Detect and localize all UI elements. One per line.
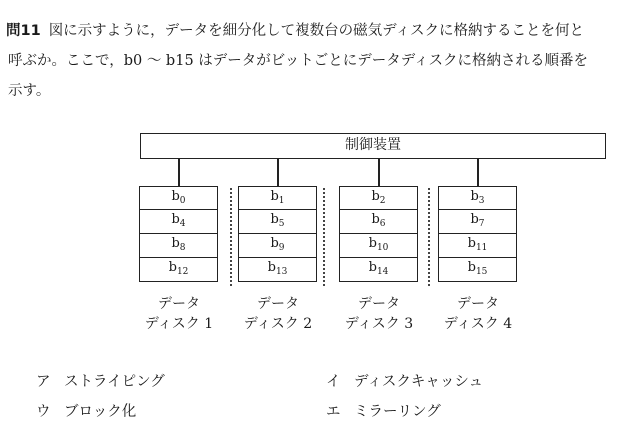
bus-line-2 <box>277 158 279 186</box>
controller-box: 制御装置 <box>140 133 606 159</box>
disk-label-4: データ ディスク 4 <box>443 296 513 332</box>
bit-cell: $b_{14}$ <box>339 258 418 282</box>
disk-label-2: データ ディスク 2 <box>243 296 313 332</box>
bit-cell: $b_0$ <box>139 186 218 210</box>
question-text <box>6 16 638 106</box>
ellipsis-divider <box>323 188 325 286</box>
question-number: 問11 <box>6 23 41 39</box>
disk-label-1: データ ディスク 1 <box>144 296 214 332</box>
bus-line-3 <box>378 158 380 186</box>
bit-cell: $b_8$ <box>139 234 218 258</box>
data-disk-4 <box>438 186 517 282</box>
bit-cell: $b_{12}$ <box>139 258 218 282</box>
choice-i[interactable]: イ ディスクキャッシュ <box>326 374 484 390</box>
bit-cell: $b_1$ <box>238 186 317 210</box>
data-disk-3 <box>339 186 418 282</box>
bit-cell: $b_7$ <box>438 210 517 234</box>
bus-line-1 <box>178 158 180 186</box>
bit-cell: $b_4$ <box>139 210 218 234</box>
question-line-3: 示す。 <box>8 83 51 99</box>
bit-cell: $b_{15}$ <box>438 258 517 282</box>
bus-line-4 <box>477 158 479 186</box>
choice-e[interactable]: エ ミラーリング <box>326 404 441 420</box>
disk-label-3: データ ディスク 3 <box>344 296 414 332</box>
ellipsis-divider <box>230 188 232 286</box>
choice-u[interactable]: ウ ブロック化 <box>36 404 137 420</box>
data-disk-1 <box>139 186 218 282</box>
bit-cell: $b_{13}$ <box>238 258 317 282</box>
question-line-1: 問11 図に示すように，データを細分化して複数台の磁気ディスクに格納することを何と <box>6 23 585 39</box>
question-line-2: 呼ぶか。ここで，b0 ～ b15 はデータがビットごとにデータディスクに格納される順番を <box>8 53 589 69</box>
bit-cell: $b_9$ <box>238 234 317 258</box>
bit-cell: $b_3$ <box>438 186 517 210</box>
bit-cell: $b_2$ <box>339 186 418 210</box>
data-disk-2 <box>238 186 317 282</box>
bit-cell: $b_5$ <box>238 210 317 234</box>
choice-a[interactable]: ア ストライピング <box>36 374 165 390</box>
bit-cell: $b_{11}$ <box>438 234 517 258</box>
bit-cell: $b_6$ <box>339 210 418 234</box>
ellipsis-divider <box>428 188 430 286</box>
bit-cell: $b_{10}$ <box>339 234 418 258</box>
